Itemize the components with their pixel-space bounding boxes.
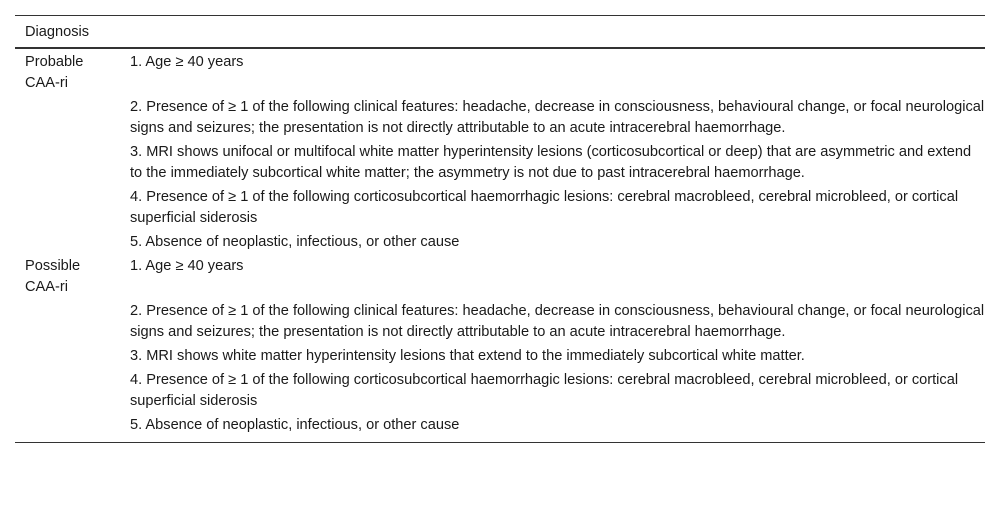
criterion-item: 5. Absence of neoplastic, infectious, or other cause xyxy=(130,234,460,250)
criterion-item: 5. Absence of neoplastic, infectious, or other cause xyxy=(130,417,460,433)
criterion-item: 4. Presence of ≥ 1 of the following corticosubcortical haemorrhagic lesions: cerebral macrobleed, cerebral microbleed, or cortical superficial siderosis xyxy=(130,189,959,226)
criterion-item: 2. Presence of ≥ 1 of the following clinical features: headache, decrease in consciousness, behavioural change, or focal neurological signs and seizures; the presentation is not directly attributable to an acute intracerebral haemorrhage. xyxy=(130,99,985,136)
possible-group xyxy=(15,253,985,436)
criterion-item: 3. MRI shows unifocal or multifocal white matter hyperintensity lesions (corticosubcortical or deep) that are asymmetric and extend to the immediately subcortical white matter; the asymmetry is not due to past intracerebral haemorrhage. xyxy=(130,144,972,181)
criterion-item: 3. MRI shows white matter hyperintensity lesions that extend to the immediately subcortical white matter. xyxy=(130,348,805,364)
diagnosis-label-line: Possible xyxy=(25,258,81,274)
criteria-list xyxy=(130,49,985,253)
diagnosis-label-line: CAA-ri xyxy=(25,279,68,295)
criterion-item: 1. Age ≥ 40 years xyxy=(130,258,244,274)
diagnosis-label-possible xyxy=(15,253,130,436)
diagnosis-label-line: Probable xyxy=(25,54,84,70)
probable-group xyxy=(15,49,985,253)
table-header xyxy=(15,16,985,47)
criteria-list xyxy=(130,253,985,436)
criterion-item: 2. Presence of ≥ 1 of the following clinical features: headache, decrease in consciousness, behavioural change, or focal neurological signs and seizures; the presentation is not directly attributable to an acute intracerebral haemorrhage. xyxy=(130,303,985,340)
diagnosis-header: Diagnosis xyxy=(25,23,90,40)
diagnosis-label-line: CAA-ri xyxy=(25,75,68,91)
table-bottom-rule xyxy=(15,442,985,443)
diagnosis-label-probable xyxy=(15,49,130,253)
criterion-item: 4. Presence of ≥ 1 of the following corticosubcortical haemorrhagic lesions: cerebral macrobleed, cerebral microbleed, or cortical superficial siderosis xyxy=(130,372,959,409)
criteria-table xyxy=(15,15,985,443)
criterion-item: 1. Age ≥ 40 years xyxy=(130,54,244,70)
